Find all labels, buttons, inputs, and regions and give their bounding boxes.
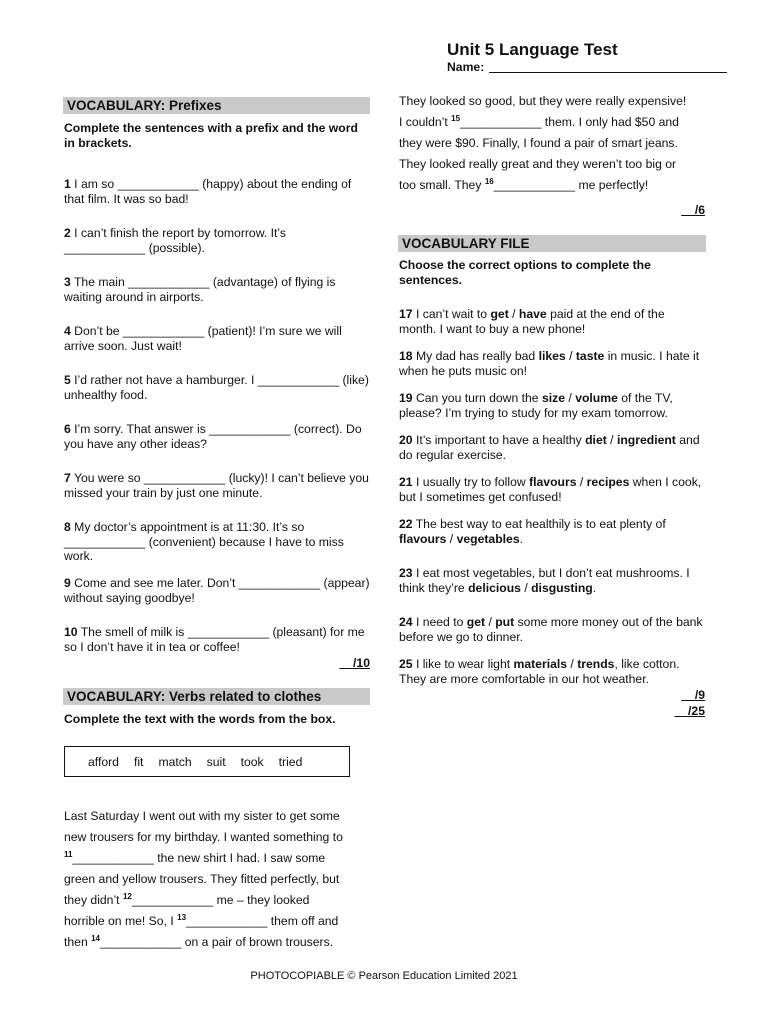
option-two[interactable]: have bbox=[518, 307, 547, 321]
passage-line bbox=[399, 175, 709, 196]
option-one[interactable]: diet bbox=[585, 433, 607, 447]
option-two[interactable]: recipes bbox=[586, 475, 630, 489]
question-text-start: The best way to eat healthily is to eat plenty of bbox=[415, 517, 666, 531]
passage-line bbox=[64, 848, 374, 869]
question-item: 24 I need to get / put some more money out of the bank before we go to dinner. bbox=[399, 615, 703, 644]
option-two[interactable]: trends bbox=[577, 657, 615, 671]
question-item bbox=[64, 324, 370, 353]
option-one[interactable]: flavours bbox=[529, 475, 577, 489]
option-two[interactable]: taste bbox=[575, 349, 605, 363]
passage-line bbox=[64, 806, 374, 827]
question-number: 8 bbox=[64, 520, 71, 534]
question-text-start: Can you turn down the bbox=[415, 391, 542, 405]
question-text-end: . bbox=[592, 580, 597, 595]
word-box-item: suit bbox=[206, 754, 226, 769]
question-number: 7 bbox=[64, 471, 71, 485]
passage-text: They looked so good, but they were really expensive! bbox=[399, 94, 687, 108]
question-number: 3 bbox=[64, 275, 71, 289]
question-text[interactable]: I’d rather not have a hamburger. I ____________ (like) unhealthy food. bbox=[64, 373, 369, 402]
question-number: 24 bbox=[399, 615, 413, 629]
word-box-item: match bbox=[158, 754, 192, 769]
total-blank[interactable]: __ bbox=[674, 704, 689, 718]
gap-number: 16 bbox=[484, 177, 494, 186]
question-number: 10 bbox=[64, 625, 78, 639]
passage-gap-text[interactable]: ____________ me – they looked bbox=[131, 893, 310, 907]
passage-text: Last Saturday I went out with my sister to get some bbox=[64, 809, 340, 823]
question-text[interactable]: The main ____________ (advantage) of flying is waiting around in airports. bbox=[64, 275, 336, 304]
question-number: 21 bbox=[399, 475, 413, 489]
option-one[interactable]: materials bbox=[513, 657, 568, 671]
question-number: 4 bbox=[64, 324, 71, 338]
question-text[interactable]: The smell of milk is ____________ (pleasant) for me so I don’t have it in tea or coffee! bbox=[64, 625, 365, 654]
question-text-end: paid at the end of the month. I want to buy a new phone! bbox=[399, 307, 665, 336]
question-text[interactable]: Don’t be ____________ (patient)! I’m sure we will arrive soon. Just wait! bbox=[64, 324, 342, 353]
passage-line bbox=[399, 91, 709, 112]
question-item bbox=[64, 226, 370, 255]
question-text-end: . bbox=[519, 531, 523, 546]
name-field-line[interactable] bbox=[489, 72, 727, 73]
word-box-item: fit bbox=[133, 754, 144, 769]
passage-line bbox=[64, 932, 374, 953]
section-heading-clothes: VOCABULARY: Verbs related to clothes bbox=[63, 688, 370, 705]
option-one[interactable]: likes bbox=[538, 349, 566, 363]
question-text[interactable]: Come and see me later. Don’t ____________ (appear) without saying goodbye! bbox=[64, 576, 370, 605]
passage-gap-text[interactable]: ____________ the new shirt I had. I saw some bbox=[72, 851, 326, 865]
passage-text: then bbox=[64, 935, 92, 949]
passage-line bbox=[64, 911, 374, 932]
passage-gap-text[interactable]: ____________ them. I only had $50 and bbox=[460, 115, 679, 129]
option-two[interactable]: ingredient bbox=[616, 433, 676, 447]
footer-copyright: PHOTOCOPIABLE © Pearson Education Limited 2021 bbox=[250, 970, 518, 982]
question-text[interactable]: I’m sorry. That answer is ____________ (correct). Do you have any other ideas? bbox=[64, 422, 362, 451]
passage-text: They looked really great and they weren’t too big or bbox=[399, 157, 677, 171]
question-text[interactable]: You were so ____________ (lucky)! I can’t believe you missed your train by just one minute. bbox=[64, 471, 369, 500]
score-blank[interactable]: __ bbox=[339, 656, 354, 670]
question-item bbox=[64, 625, 370, 654]
gap-number: 11 bbox=[64, 850, 73, 859]
score-prefixes bbox=[300, 656, 370, 670]
instruction-prefixes: Complete the sentences with a prefix and the word in brackets. bbox=[64, 121, 358, 150]
question-text-start: I can’t wait to bbox=[415, 307, 491, 321]
option-one[interactable]: get bbox=[490, 307, 509, 321]
question-text-start: I eat most vegetables, but I don’t eat mushrooms. I think they’re bbox=[399, 566, 690, 595]
test-title: Unit 5 Language Test bbox=[447, 40, 618, 59]
passage-text: they didn’t bbox=[64, 893, 123, 907]
name-label: Name: bbox=[447, 60, 485, 74]
passage-text: they were $90. Finally, I found a pair of smart jeans. bbox=[399, 136, 678, 150]
question-text-end: some more money out of the bank before we go to dinner. bbox=[399, 615, 703, 644]
passage-gap-text[interactable]: ____________ them off and bbox=[186, 914, 339, 928]
gap-number: 13 bbox=[177, 913, 187, 922]
question-number: 22 bbox=[399, 517, 413, 531]
question-number: 19 bbox=[399, 391, 413, 405]
question-item: 22 The best way to eat healthily is to eat plenty of flavours / vegetables. bbox=[399, 517, 666, 546]
passage-line bbox=[64, 827, 374, 848]
question-number: 20 bbox=[399, 433, 413, 447]
passage-text: horrible on me! So, I bbox=[64, 914, 178, 928]
word-box bbox=[64, 746, 350, 777]
question-text[interactable]: I can’t finish the report by tomorrow. It’s ____________ (possible). bbox=[64, 226, 286, 255]
score-total: /10 bbox=[353, 656, 370, 670]
total-score: /25 bbox=[688, 704, 705, 718]
option-two[interactable]: put bbox=[495, 615, 515, 629]
passage-text: green and yellow trousers. They fitted perfectly, but bbox=[64, 872, 340, 886]
question-item bbox=[64, 422, 370, 451]
gap-number: 14 bbox=[91, 934, 101, 943]
question-text-end: and do regular exercise. bbox=[399, 433, 700, 462]
option-one[interactable]: size bbox=[541, 391, 566, 405]
question-text-start: I like to wear light bbox=[415, 657, 514, 671]
option-two[interactable]: disgusting bbox=[531, 580, 593, 595]
option-two[interactable]: vegetables bbox=[456, 531, 520, 546]
question-item bbox=[64, 576, 370, 605]
passage-line bbox=[399, 133, 709, 154]
instruction-clothes: Complete the text with the words from the box. bbox=[64, 712, 336, 726]
question-number: 17 bbox=[399, 307, 413, 321]
question-item bbox=[64, 520, 370, 564]
score-clothes bbox=[640, 203, 705, 217]
option-two[interactable]: volume bbox=[575, 391, 618, 405]
question-text-end: , like cotton. They are more comfortable in our hot weather. bbox=[399, 657, 680, 686]
option-one[interactable]: delicious bbox=[468, 580, 521, 595]
question-item bbox=[64, 471, 370, 500]
instruction-vocab-file: Choose the correct options to complete the sentences. bbox=[399, 258, 651, 287]
question-item bbox=[64, 177, 370, 206]
question-text-start: I usually try to follow bbox=[415, 475, 530, 489]
question-number: 25 bbox=[399, 657, 413, 671]
passage-left-column bbox=[64, 806, 374, 953]
question-item: 23 I eat most vegetables, but I don’t eat mushrooms. I think they’re delicious / disgusting. bbox=[399, 566, 690, 595]
question-text-end: of the TV, please? I’m trying to study for my exam tomorrow. bbox=[399, 391, 673, 420]
question-item: 25 I like to wear light materials / trends, like cotton. They are more comfortable in our hot weather. bbox=[399, 657, 680, 686]
gap-number: 15 bbox=[451, 114, 461, 123]
question-number: 2 bbox=[64, 226, 71, 240]
passage-line bbox=[64, 869, 374, 890]
question-item: 19 Can you turn down the size / volume of the TV, please? I’m trying to study for my exam tomorrow. bbox=[399, 391, 673, 420]
question-number: 6 bbox=[64, 422, 71, 436]
question-item: 21 I usually try to follow flavours / recipes when I cook, but I sometimes get confused! bbox=[399, 475, 702, 504]
score-blank[interactable]: __ bbox=[681, 688, 695, 702]
score-grand-total bbox=[640, 704, 705, 718]
question-text[interactable]: I am so ____________ (happy) about the ending of that film. It was so bad! bbox=[64, 177, 352, 206]
gap-number: 12 bbox=[122, 892, 132, 901]
question-text-start: My dad has really bad bbox=[415, 349, 539, 363]
score-blank[interactable]: __ bbox=[681, 203, 695, 217]
word-box-item: tried bbox=[278, 754, 303, 769]
question-item bbox=[64, 373, 370, 402]
word-box-item: afford bbox=[88, 754, 119, 769]
passage-line bbox=[64, 890, 374, 911]
word-box-item: took bbox=[240, 754, 264, 769]
question-number: 9 bbox=[64, 576, 71, 590]
question-text-end: in music. I hate it when he puts music on! bbox=[399, 349, 700, 378]
passage-gap-text[interactable]: ____________ on a pair of brown trousers. bbox=[100, 935, 334, 949]
passage-line bbox=[399, 154, 709, 175]
passage-text: I couldn’t bbox=[399, 115, 452, 129]
question-number: 1 bbox=[64, 177, 71, 191]
question-text[interactable]: My doctor’s appointment is at 11:30. It’s so ____________ (convenient) because I have to miss work. bbox=[64, 520, 344, 564]
question-text-end: when I cook, but I sometimes get confused! bbox=[399, 475, 702, 504]
score-total: /6 bbox=[694, 203, 705, 217]
passage-line bbox=[399, 112, 709, 133]
passage-text: new trousers for my birthday. I wanted something to bbox=[64, 830, 343, 844]
question-text-start: It’s important to have a healthy bbox=[415, 433, 586, 447]
section-heading-vocab-file: VOCABULARY FILE bbox=[398, 235, 706, 252]
passage-right-column bbox=[399, 91, 709, 196]
question-item bbox=[64, 275, 370, 304]
section-heading-prefixes: VOCABULARY: Prefixes bbox=[63, 97, 370, 114]
question-item: 20 It’s important to have a healthy diet / ingredient and do regular exercise. bbox=[399, 433, 700, 462]
passage-text: too small. They bbox=[399, 178, 485, 192]
question-text-start: I need to bbox=[415, 615, 467, 629]
passage-gap-text[interactable]: ____________ me perfectly! bbox=[493, 178, 649, 192]
question-item: 17 I can’t wait to get / have paid at the end of the month. I want to buy a new phone! bbox=[399, 307, 665, 336]
score-vocab-file bbox=[640, 688, 705, 702]
question-number: 5 bbox=[64, 373, 71, 387]
question-number: 23 bbox=[399, 566, 413, 580]
score-total: /9 bbox=[694, 688, 705, 702]
question-number: 18 bbox=[399, 349, 413, 363]
option-one[interactable]: flavours bbox=[399, 531, 447, 546]
option-one[interactable]: get bbox=[466, 615, 486, 629]
question-item: 18 My dad has really bad likes / taste in music. I hate it when he puts music on! bbox=[399, 349, 700, 378]
